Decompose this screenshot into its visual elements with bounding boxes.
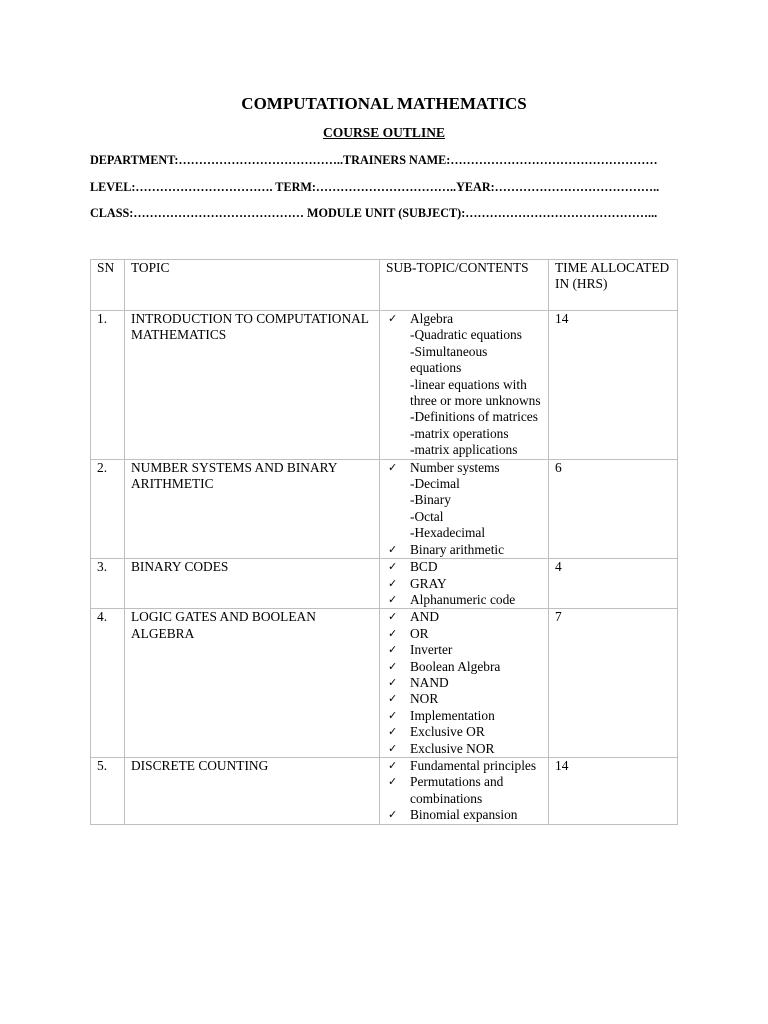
document-title: COMPUTATIONAL MATHEMATICS: [241, 94, 527, 113]
row-subtopics: [380, 757, 549, 824]
class-module-line: CLASS:…………………………………… MODULE UNIT (SUBJECT):………………………………………...: [90, 206, 658, 220]
table-row: [91, 609, 678, 758]
table-header-row: [91, 260, 678, 311]
row-sn: 5.: [91, 757, 125, 824]
table-row: [91, 311, 678, 460]
header-sn: SN: [91, 260, 125, 311]
subtopic-subitem: -Quadratic equations: [410, 327, 522, 343]
subtopic-checked-item: ✓ Binomial expansion: [410, 807, 542, 823]
subtopic-list: [386, 559, 542, 608]
subtopic-checked-item: ✓ Implementation: [410, 708, 542, 724]
row-time: 14: [549, 311, 678, 460]
table-row: [91, 459, 678, 558]
header-topic: TOPIC: [125, 260, 380, 311]
row-subtopics: [380, 609, 549, 758]
header-time: TIME ALLOCATED IN (HRS): [549, 260, 678, 311]
row-sn: 1.: [91, 311, 125, 460]
subtopic-subitem: -matrix operations: [410, 425, 509, 441]
row-topic: DISCRETE COUNTING: [125, 757, 380, 824]
row-topic: LOGIC GATES AND BOOLEAN ALGEBRA: [125, 609, 380, 758]
subtopic-subitem: -Octal: [410, 508, 444, 524]
row-sn: 2.: [91, 459, 125, 558]
subtopic-checked-item: ✓ NAND: [410, 675, 542, 691]
subtopic-checked-item: ✓ Number systems: [410, 460, 542, 476]
subtopic-checked-item: ✓ Algebra: [410, 311, 542, 327]
table-row: [91, 559, 678, 609]
subtopic-list: [386, 311, 542, 459]
subtopic-checked-item: ✓ Inverter: [410, 642, 542, 658]
row-topic: INTRODUCTION TO COMPUTATIONAL MATHEMATICS: [125, 311, 380, 460]
subtopic-subitem: -Simultaneous equations: [410, 343, 488, 376]
subtopic-checked-item: ✓ Boolean Algebra: [410, 659, 542, 675]
row-subtopics: [380, 559, 549, 609]
subtopic-checked-item: ✓ BCD: [410, 559, 542, 575]
row-topic: BINARY CODES: [125, 559, 380, 609]
document-subtitle: COURSE OUTLINE: [323, 125, 445, 140]
subtopic-checked-item: ✓ Alphanumeric code: [410, 592, 542, 608]
subtopic-subitem: -Hexadecimal: [410, 525, 486, 541]
table-row: [91, 757, 678, 824]
department-trainer-line: DEPARTMENT:…………………………………..TRAINERS NAME:……………………………………………: [90, 153, 658, 167]
row-subtopics: [380, 311, 549, 460]
subtopic-subitem: -linear equations with three or more unknowns: [410, 376, 541, 409]
subtopic-subitem: -matrix applications: [410, 442, 518, 458]
subtopic-checked-item: ✓ GRAY: [410, 576, 542, 592]
subtopic-subitem: -Definitions of matrices: [410, 409, 538, 425]
subtopic-checked-item: ✓ Exclusive OR: [410, 724, 542, 740]
subtopic-checked-item: ✓ AND: [410, 609, 542, 625]
subtopic-checked-item: ✓ Exclusive NOR: [410, 741, 542, 757]
subtopic-list: [386, 460, 542, 558]
subtopic-checked-item: ✓ Permutations and combinations: [410, 774, 542, 807]
row-subtopics: [380, 459, 549, 558]
row-time: 6: [549, 459, 678, 558]
table-body: [91, 311, 678, 825]
row-sn: 3.: [91, 559, 125, 609]
course-outline-table: [90, 259, 678, 825]
row-time: 7: [549, 609, 678, 758]
subtopic-subitem: -Decimal: [410, 476, 460, 492]
level-term-year-line: LEVEL:……………………………. TERM:……………………………..YEAR:…………………………………..: [90, 180, 660, 194]
subtopic-list: [386, 758, 542, 824]
row-time: 14: [549, 757, 678, 824]
subtopic-checked-item: ✓ OR: [410, 626, 542, 642]
header-subtopic: SUB-TOPIC/CONTENTS: [380, 260, 549, 311]
subtopic-checked-item: ✓ Fundamental principles: [410, 758, 542, 774]
row-topic: NUMBER SYSTEMS AND BINARY ARITHMETIC: [125, 459, 380, 558]
subtopic-checked-item: ✓ Binary arithmetic: [410, 542, 542, 558]
row-sn: 4.: [91, 609, 125, 758]
row-time: 4: [549, 559, 678, 609]
subtopic-subitem: -Binary: [410, 492, 451, 508]
subtopic-checked-item: ✓ NOR: [410, 691, 542, 707]
subtopic-list: [386, 609, 542, 757]
